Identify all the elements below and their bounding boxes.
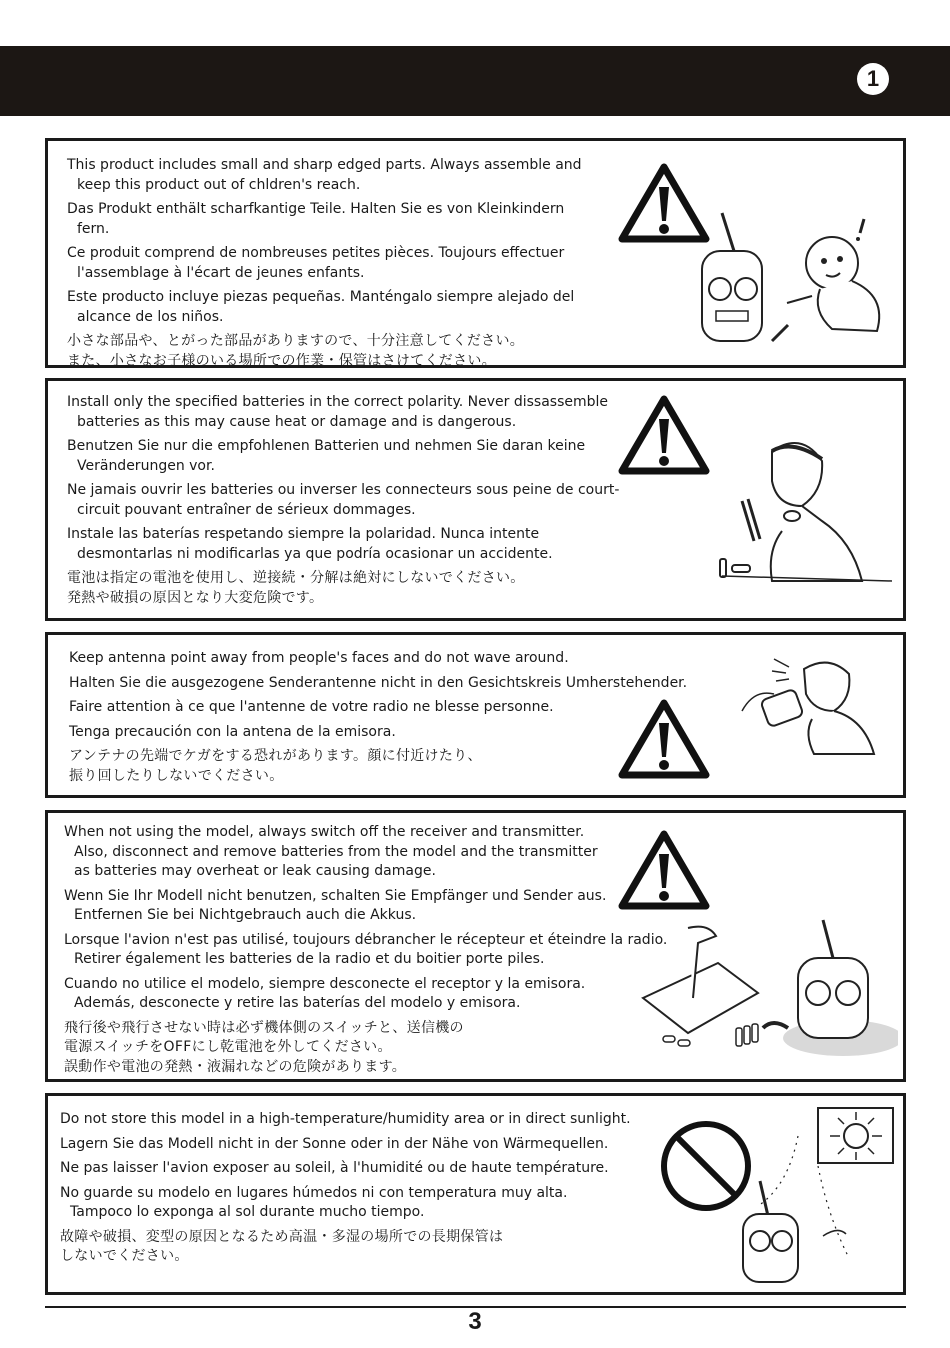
warning-box-antenna [45, 632, 906, 798]
transmitter-and-baby-illustration [692, 211, 892, 361]
warning-line-de: Das Produkt enthält scharfkantige Teile. Halten Sie es von Kleinkindern fern. [67, 201, 565, 237]
warning-triangle-icon [616, 828, 712, 912]
warning-line-de: Benutzen Sie nur die empfohlenen Batterien und nehmen Sie daran keine Veränderungen vor. [67, 438, 586, 474]
warning-line-en: This product includes small and sharp edged parts. Always assemble and keep this product out of chldren's reach. [67, 157, 582, 193]
warning-box-small-parts [45, 138, 906, 368]
warning-line-ja: 電池は指定の電池を使用し、逆接続・分解は絶対にしないでください。 発熱や破損の原因となり大変危険です。 [67, 570, 525, 606]
sun-and-transmitter-illustration [728, 1106, 898, 1286]
page-number: 3 [468, 1308, 482, 1335]
person-with-battery-illustration [712, 431, 902, 601]
warning-triangle-icon [616, 697, 712, 781]
warning-line-ja: 小さな部品や、とがった部品がありますので、十分注意してください。 また、小さなお子様のいる場所での作業・保管はさけてください。 [67, 333, 525, 369]
warning-line-en: Install only the specified batteries in the correct polarity. Never dissassemble batteries as this may cause heat or damage and is dangerous. [67, 394, 609, 430]
warning-line-fr: Ce produit comprend de nombreuses petites pièces. Toujours effectuer l'assemblage à l'écart de jeunes enfants. [67, 245, 565, 281]
warning-box-batteries [45, 378, 906, 621]
warning-line-ja: 故障や破損、変型の原因となるため高温・多湿の場所での長期保管は しないでください。 [60, 1228, 504, 1264]
warning-line-de: Halten Sie die ausgezogene Senderantenne nicht in den Gesichtskreis Umherstehender. [69, 674, 688, 691]
warning-line-fr: Lorsque l'avion n'est pas utilisé, toujours débrancher le récepteur et éteindre la radio. Retirer également les batteries de la radio et du boitier porte piles. [64, 931, 668, 967]
warning-text [67, 393, 627, 613]
warning-line-es: No guarde su modelo en lugares húmedos ni con temperatura muy alta. Tampoco lo exponga al sol durante mucho tiempo. [60, 1184, 568, 1220]
warning-line-de: Wenn Sie Ihr Modell nicht benutzen, schalten Sie Empfänger und Sender aus. Entfernen Sie bei Nichtgebrauch auch die Akkus. [64, 887, 607, 923]
section-number-badge: 1 [857, 63, 889, 95]
warning-line-es: Cuando no utilice el modelo, siempre desconecte el receptor y la emisora. Además, desconecte y retire las baterías del modelo y emisora. [64, 975, 586, 1011]
warning-text [64, 823, 684, 1082]
warning-line-fr: Faire attention à ce que l'antenne de votre radio ne blesse personne. [69, 699, 554, 715]
warning-line-de: Lagern Sie das Modell nicht in der Sonne oder in der Nähe von Wärmequellen. [60, 1135, 609, 1152]
warning-box-storage [45, 1093, 906, 1295]
warning-line-ja: 飛行後や飛行させない時は必ず機体側のスイッチと、送信機の 電源スイッチをOFFにし乾電池を外してください。 誤動作や電池の発熱・液漏れなどの危険があります。 [64, 1019, 464, 1075]
warning-line-en: Do not store this model in a high-temperature/humidity area or in direct sunlight. [60, 1111, 631, 1127]
warning-line-fr: Ne pas laisser l'avion exposer au soleil, à l'humidité ou de haute température. [60, 1160, 609, 1176]
warning-text [67, 156, 597, 376]
model-batteries-transmitter-illustration [638, 918, 898, 1068]
warning-line-es: Instale las baterías respetando siempre la polaridad. Nunca intente desmontarlas ni modificarlas ya que podría ocasionar un accidente. [67, 526, 553, 562]
warning-line-ja: アンテナの先端でケガをする恐れがあります。顔に付近けたり、 振り回したりしないでください。 [69, 748, 482, 784]
warning-line-en: When not using the model, always switch off the receiver and transmitter. Also, disconnect and remove batteries from the model and the transmitter as batteries may overheat or leak causing damage. [64, 824, 598, 879]
warning-line-en: Keep antenna point away from people's faces and do not wave around. [69, 650, 569, 666]
warning-line-es: Tenga precaución con la antena de la emisora. [69, 723, 396, 740]
warning-text [60, 1110, 640, 1272]
warning-triangle-icon [616, 393, 712, 477]
warning-line-es: Este producto incluye piezas pequeñas. Manténgalo siempre alejado del alcance de los niños. [67, 289, 575, 325]
warning-text [69, 649, 709, 791]
warning-box-switch-off [45, 810, 906, 1082]
warning-line-fr: Ne jamais ouvrir les batteries ou inverser les connecteurs sous peine de court-circuit pouvant entraîner de sérieux dommages. [67, 482, 620, 518]
header-bar [0, 46, 950, 116]
antenna-hitting-face-illustration [734, 649, 889, 759]
